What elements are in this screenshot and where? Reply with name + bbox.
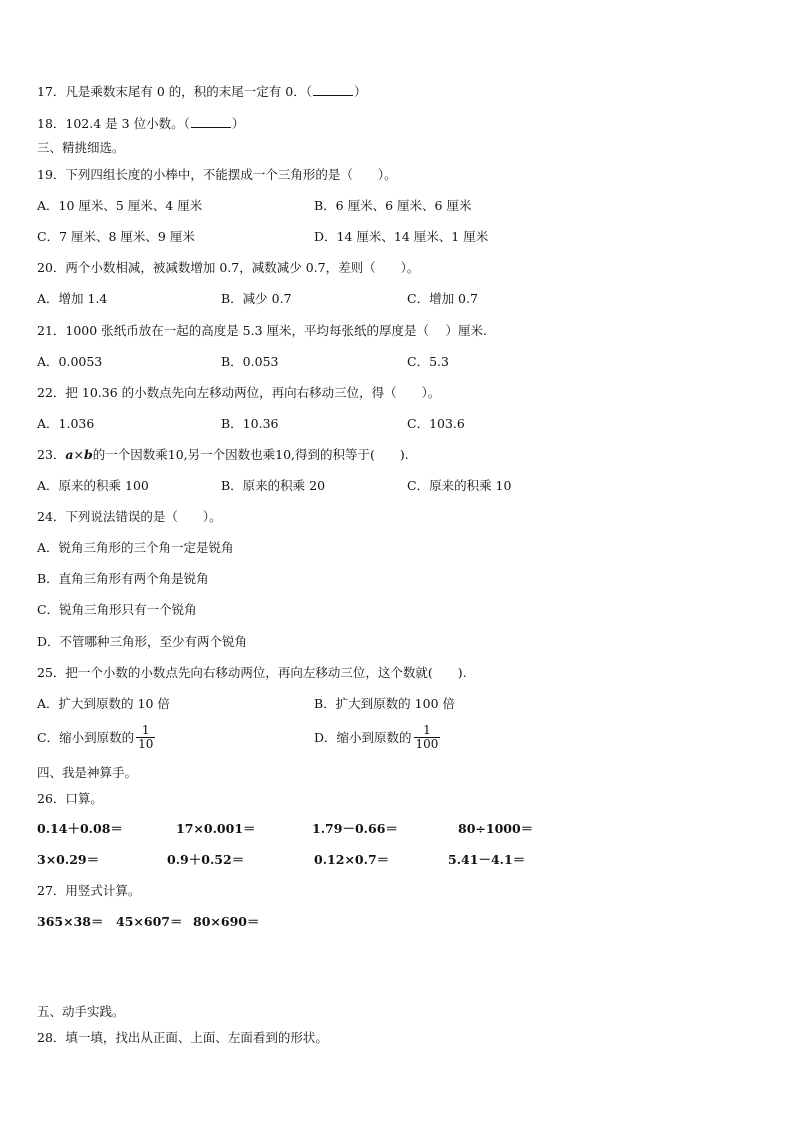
- option-a[interactable]: A．10 厘米、5 厘米、4 厘米: [37, 198, 203, 213]
- option-a[interactable]: A．增加 1.4: [37, 291, 108, 306]
- option-c[interactable]: C．7 厘米、8 厘米、9 厘米: [37, 229, 195, 244]
- question-22-stem: 22．把 10.36 的小数点先向左移动两位，再向右移动三位，得（ ）。: [37, 385, 441, 400]
- question-17: 17．凡是乘数末尾有 0 的，积的末尾一定有 0．（ ）: [37, 84, 367, 99]
- option-a[interactable]: A．1.036: [37, 416, 95, 431]
- variable-b: b: [84, 447, 93, 462]
- question-17-text: 17．凡是乘数末尾有 0 的，积的末尾一定有 0．（: [37, 84, 312, 99]
- option-c[interactable]: C．5.3: [407, 354, 449, 369]
- option-d[interactable]: D．不管哪种三角形，至少有两个锐角: [37, 634, 248, 649]
- option-b[interactable]: B．扩大到原数的 100 倍: [314, 696, 455, 711]
- option-c[interactable]: C．缩小到原数的 $\frac{1}{10}$: [37, 723, 154, 751]
- calc-item: 365×38＝: [37, 914, 104, 929]
- question-20-stem: 20．两个小数相减，被减数增加 0.7，减数减少 0.7，差则（ ）。: [37, 260, 420, 275]
- option-c[interactable]: C．锐角三角形只有一个锐角: [37, 602, 197, 617]
- calc-item: 17×0.001＝: [176, 821, 256, 836]
- calc-item: 0.12×0.7＝: [314, 852, 390, 867]
- option-c[interactable]: C．103.6: [407, 416, 465, 431]
- calc-item: 80÷1000＝: [458, 821, 534, 836]
- option-c[interactable]: C．原来的积乘 10: [407, 478, 512, 493]
- question-28: 28．填一填，找出从正面、上面、左面看到的形状。: [37, 1030, 328, 1045]
- option-b[interactable]: B．0.053: [221, 354, 279, 369]
- option-a[interactable]: A．0.0053: [37, 354, 103, 369]
- section-heading-3: 三、精挑细选。: [37, 140, 125, 155]
- option-c[interactable]: C．增加 0.7: [407, 291, 478, 306]
- option-d[interactable]: D．缩小到原数的 $\frac{1}{100}$: [314, 723, 439, 751]
- question-24-stem: 24．下列说法错误的是（ ）。: [37, 509, 222, 524]
- calc-item: 80×690＝: [193, 914, 260, 929]
- fraction: $\frac{1}{10}$: [138, 723, 154, 751]
- answer-blank[interactable]: [191, 115, 231, 128]
- question-18-text: 18．102.4 是 3 位小数。（: [37, 116, 190, 131]
- option-a[interactable]: A．扩大到原数的 10 倍: [37, 696, 170, 711]
- question-27-title: 27．用竖式计算。: [37, 883, 141, 898]
- calc-item: 1.79－0.66＝: [312, 821, 398, 836]
- option-b[interactable]: B．10.36: [221, 416, 279, 431]
- question-21-stem: 21．1000 张纸币放在一起的高度是 5.3 厘米，平均每张纸的厚度是（ ）厘米.: [37, 323, 487, 338]
- section-heading-4: 四、我是神算手。: [37, 765, 138, 780]
- question-23-stem: 23．a×b的一个因数乘10,另一个因数也乘10,得到的积等于( ).: [37, 447, 409, 462]
- calc-item: 0.9＋0.52＝: [167, 852, 245, 867]
- option-b[interactable]: B．减少 0.7: [221, 291, 292, 306]
- section-heading-5: 五、动手实践。: [37, 1004, 125, 1019]
- question-26-title: 26．口算。: [37, 791, 103, 806]
- question-18: 18．102.4 是 3 位小数。（ ）: [37, 116, 245, 131]
- option-a[interactable]: A．锐角三角形的三个角一定是锐角: [37, 540, 234, 555]
- calc-item: 45×607＝: [116, 914, 183, 929]
- answer-blank[interactable]: [313, 83, 353, 96]
- question-19-stem: 19．下列四组长度的小棒中，不能摆成一个三角形的是（ ）。: [37, 167, 397, 182]
- option-d[interactable]: D．14 厘米、14 厘米、1 厘米: [314, 229, 489, 244]
- option-b[interactable]: B．6 厘米、6 厘米、6 厘米: [314, 198, 472, 213]
- calc-item: 5.41－4.1＝: [448, 852, 526, 867]
- option-b[interactable]: B．直角三角形有两个角是锐角: [37, 571, 209, 586]
- fraction: $\frac{1}{100}$: [415, 723, 439, 751]
- calc-item: 0.14＋0.08＝: [37, 821, 123, 836]
- variable-a: a: [65, 447, 74, 462]
- option-a[interactable]: A．原来的积乘 100: [37, 478, 149, 493]
- question-25-stem: 25．把一个小数的小数点先向右移动两位，再向左移动三位，这个数就( ).: [37, 665, 467, 680]
- calc-item: 3×0.29＝: [37, 852, 100, 867]
- option-b[interactable]: B．原来的积乘 20: [221, 478, 326, 493]
